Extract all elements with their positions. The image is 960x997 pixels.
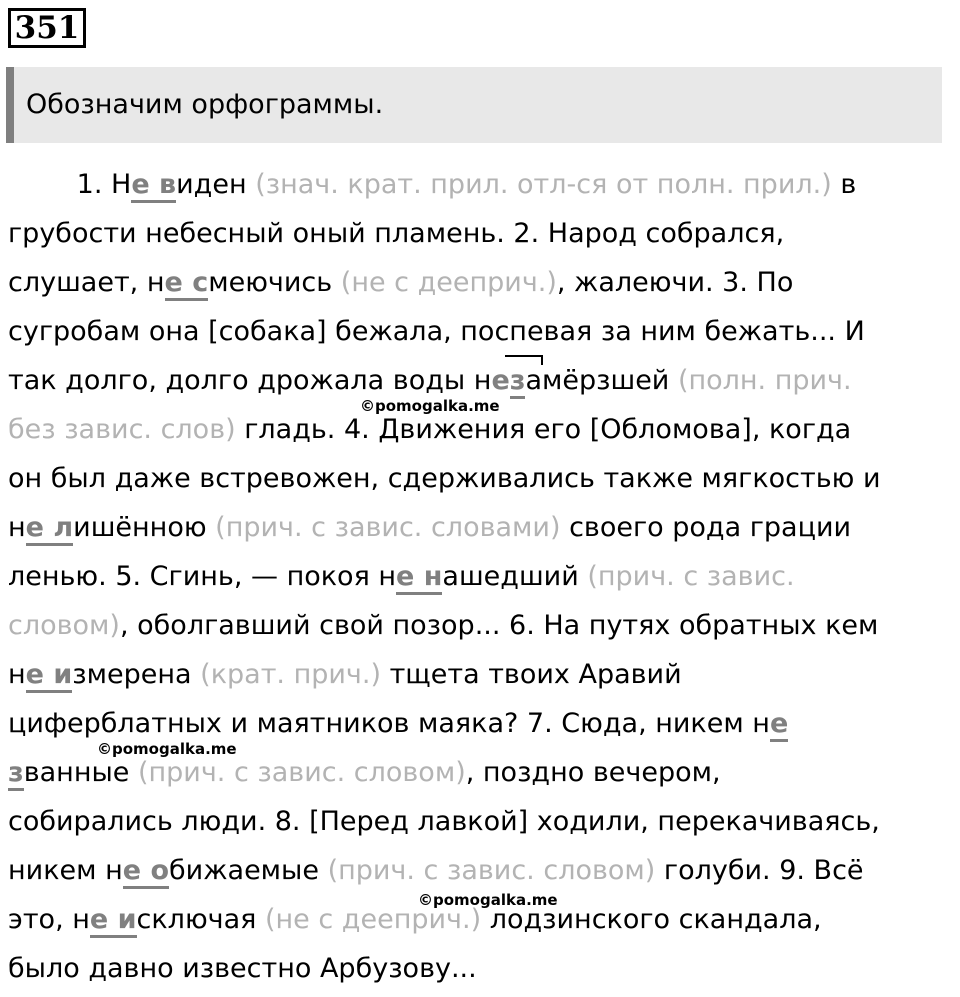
text-segment: , поздно вечером, [465,757,721,788]
spelling-highlight: е о [123,855,169,889]
text-segment: н [8,659,26,690]
text-line [8,606,878,646]
spelling-highlight: е в [131,169,176,203]
root-mark [505,355,543,365]
text-line [8,312,865,352]
rule-note: (крат. прич.) [200,659,381,690]
text-segment: , оболгавший свой позор... 6. На путях обратных кем [119,610,879,641]
spelling-highlight: з [8,757,24,791]
rule-note: без завис. слов) [8,414,236,445]
text-segment: ванные [23,757,138,788]
rule-note: (прич. с завис. словами) [215,512,561,543]
text-segment: 1. Н [8,169,132,200]
text-segment: он был даже встревожен, сдерживались также мягкостью и [8,463,881,494]
watermark: ©pomogalka.me [418,891,558,909]
text-line [8,508,851,548]
text-line [8,263,793,303]
rule-note: (прич. с завис. словом) [137,757,466,788]
text-line [8,851,864,891]
text-segment: сключая [136,904,265,935]
text-line [8,655,682,695]
text-segment: сугробам она [собака] бежала, поспевая за ним бежать... И [8,316,865,347]
spelling-highlight: з [510,365,526,399]
text-segment: гладь. 4. Движения его [Обломова], когда [235,414,852,445]
text-segment: собирались люди. 8. [Перед лавкой] ходили, перекачиваясь, [8,806,880,837]
header-title: Обозначим орфограммы. [26,89,384,120]
text-segment: лодзинского скандала, [481,904,822,935]
text-line [8,802,880,842]
text-segment: это, н [8,904,90,935]
rule-note: (знач. крат. прил. отл-ся от полн. прил.) [255,169,832,200]
spelling-highlight: е и [26,659,73,693]
rule-note: словом) [8,610,120,641]
text-segment: тщета твоих Аравий [381,659,682,690]
text-segment: н [8,512,26,543]
text-segment: было давно известно Арбузову... [8,953,477,984]
header-banner [6,67,942,143]
spelling-highlight: е л [26,512,74,546]
text-segment: в [831,169,857,200]
text-line [8,459,881,499]
text-segment: своего рода грации [560,512,852,543]
text-segment: ленью. 5. Сгинь, — покоя н [8,561,397,592]
text-line [8,214,784,254]
text-segment: , жалеючи. 3. По [556,267,794,298]
text-segment: циферблатных и маятников маяка? 7. Сюда, никем н [8,708,770,739]
rule-note: (прич. с завис. словом) [327,855,656,886]
text-segment: ашедший [442,561,588,592]
spelling-highlight: е [770,708,788,742]
spelling-highlight: е с [165,267,209,301]
rule-note: (прич. с завис. [587,561,795,592]
text-line [8,949,477,989]
rule-note: (не с дееприч.) [265,904,482,935]
exercise-number: 351 [8,8,86,48]
text-line [8,410,851,450]
text-segment: никем н [8,855,123,886]
watermark: ©pomogalka.me [360,397,500,415]
spelling-highlight: е и [90,904,137,938]
text-segment: змерена [72,659,201,690]
text-line [8,753,721,793]
watermark: ©pomogalka.me [97,740,237,758]
text-line [8,361,852,401]
text-line [8,900,822,940]
spelling-highlight: е н [396,561,442,595]
text-line [8,704,788,744]
text-line [8,557,795,597]
text-segment: голуби. 9. Всё [655,855,864,886]
spelling-highlight: е [491,365,510,396]
text-segment: слушает, н [8,267,165,298]
rule-note: (не с дееприч.) [340,267,557,298]
text-segment: так долго, долго дрожала воды н [8,365,492,396]
text-segment: иден [176,169,256,200]
text-segment: меючись [208,267,341,298]
rule-note: (полн. прич. [677,365,852,396]
text-segment: бижаемые [169,855,328,886]
text-line [8,165,856,205]
text-segment: грубости небесный оный пламень. 2. Народ собрался, [8,218,785,249]
text-segment: ишённою [73,512,216,543]
text-segment: амёрзшей [525,365,678,396]
